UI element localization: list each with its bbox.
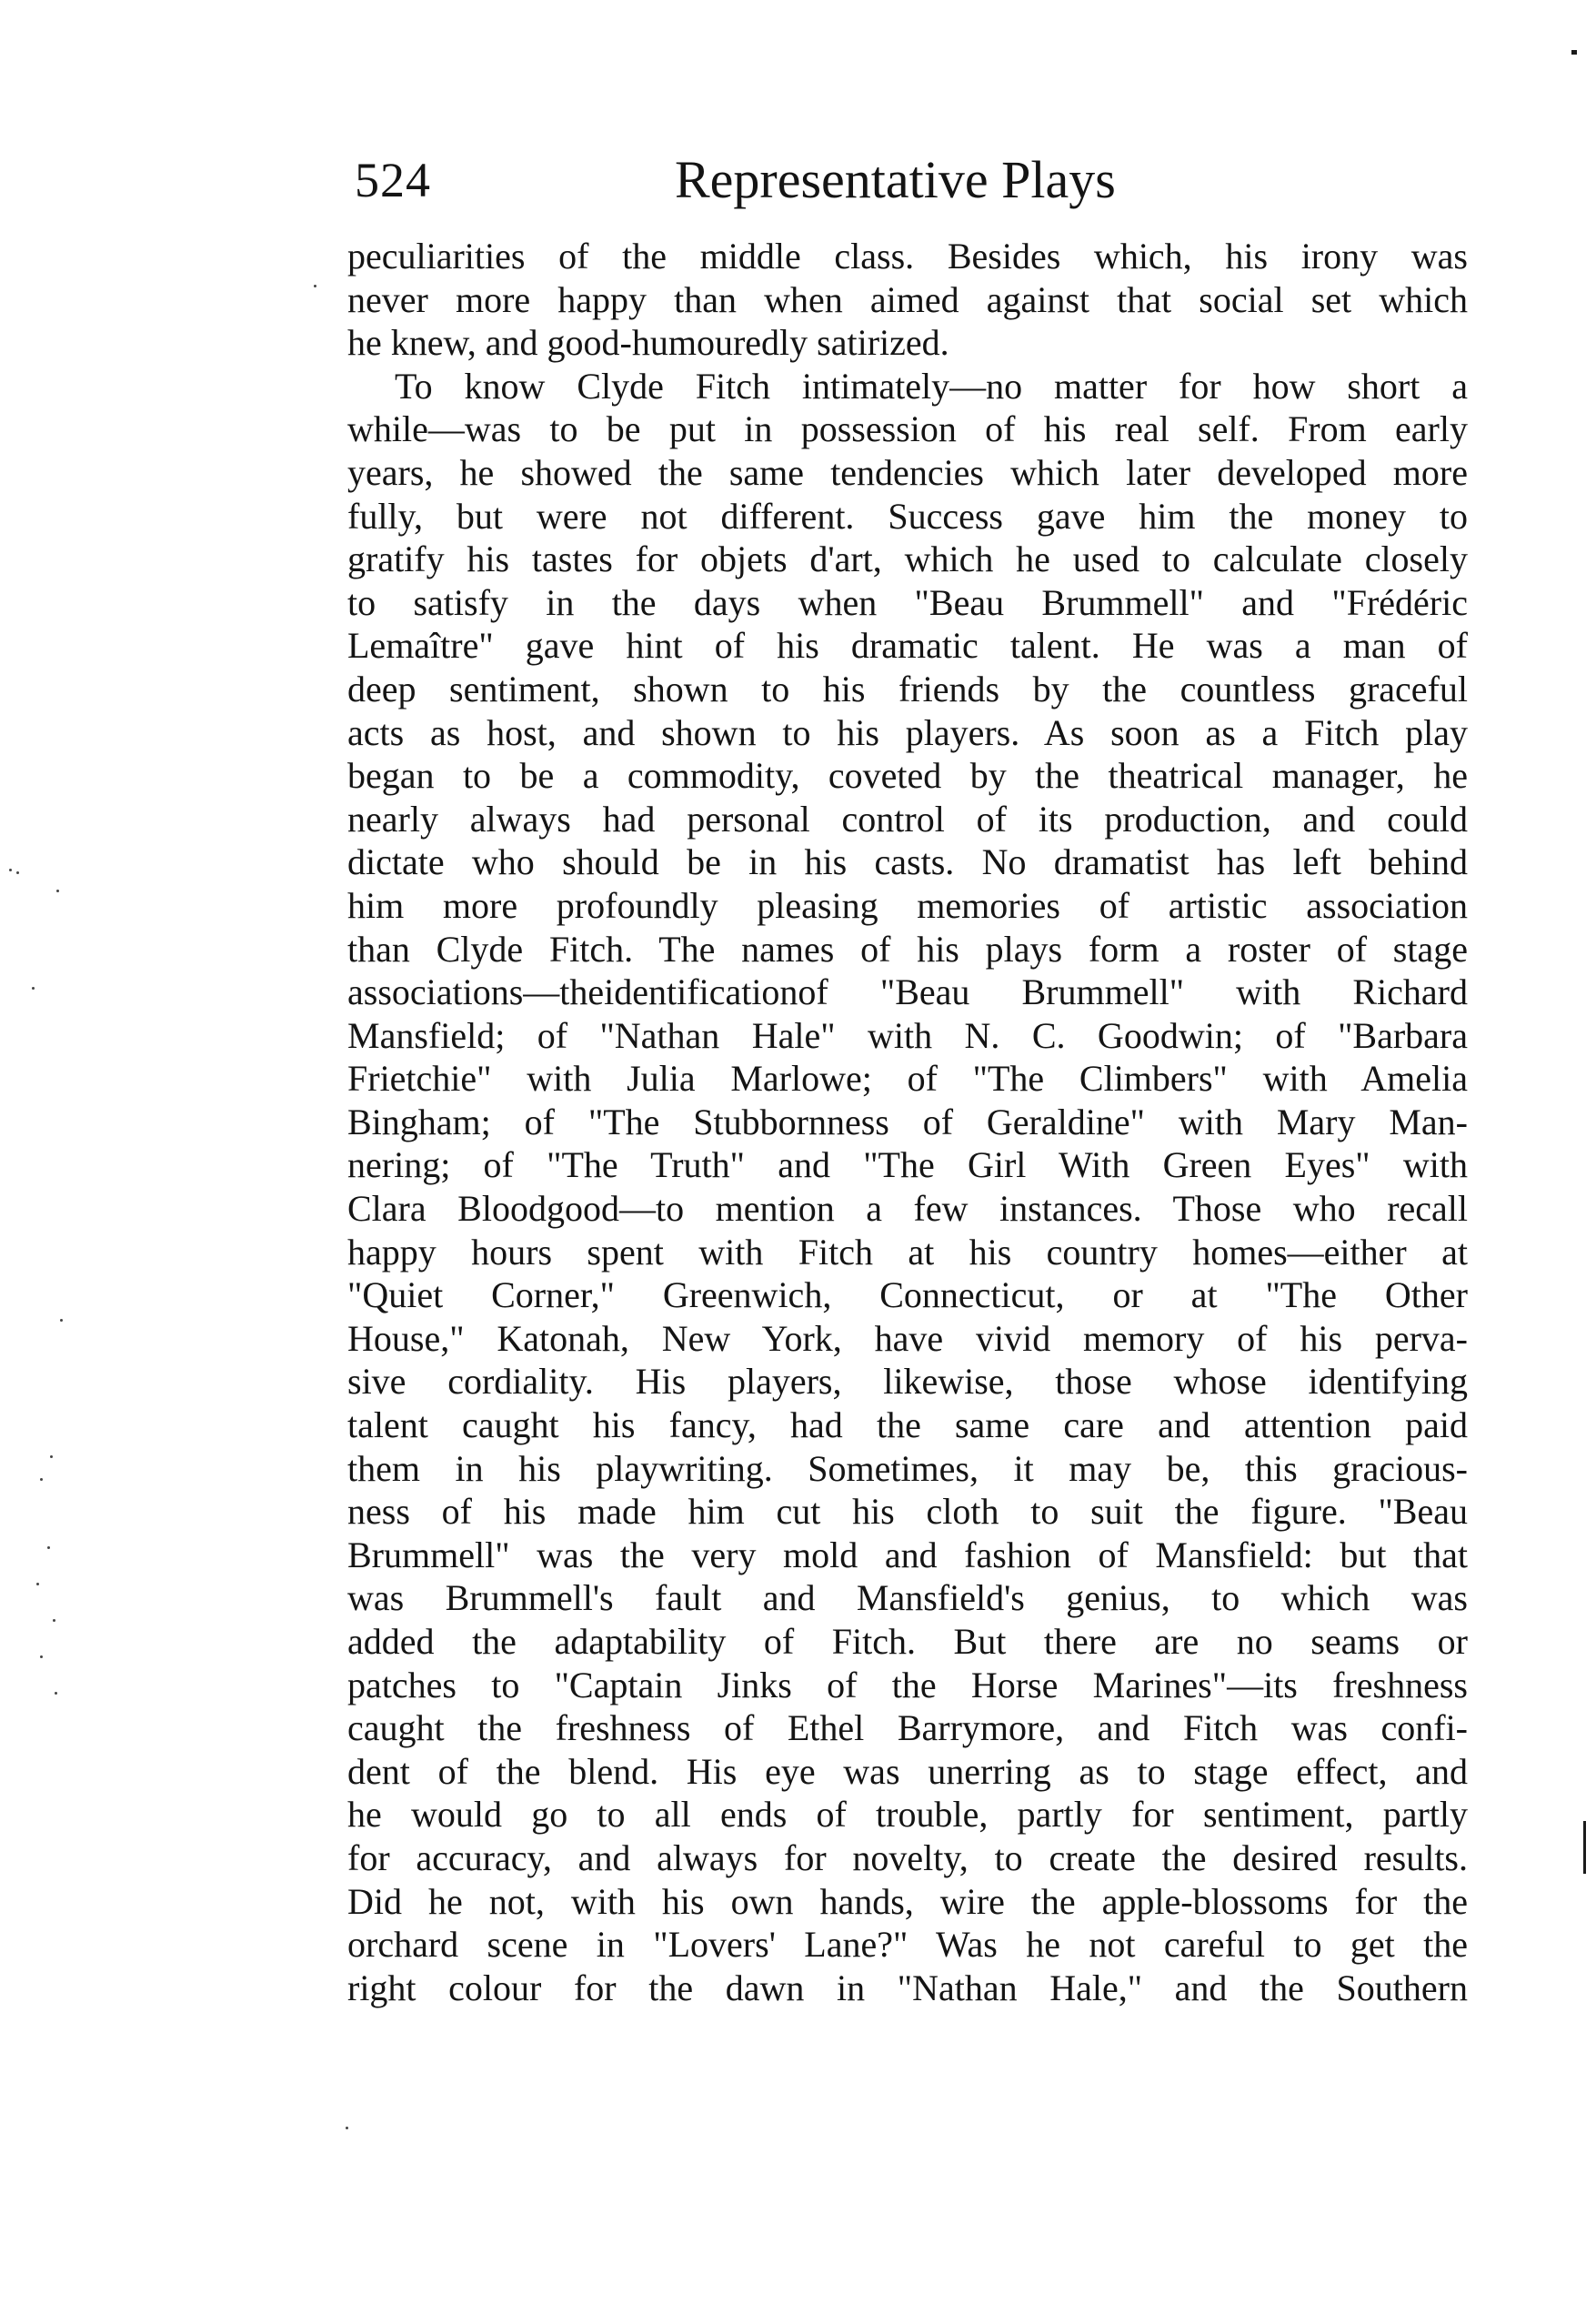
scan-mark: [1583, 1821, 1586, 1874]
text-line: him more profoundly pleasing memories of artistic association: [347, 884, 1468, 926]
text-line: never more happy than when aimed against that social set which: [347, 278, 1468, 320]
text-line: nering; of "The Truth" and "The Girl With Green Eyes" with: [347, 1144, 1468, 1186]
text-line: Mansfield; of "Nathan Hale" with N. C. Goodwin; of "Barbara: [347, 1014, 1468, 1056]
text-line: dent of the blend. His eye was unerring as to stage effect, and: [347, 1750, 1468, 1792]
text-line: Did he not, with his own hands, wire the apple-blossoms for the: [347, 1880, 1468, 1922]
text-line: he knew, and good-humouredly satirized.: [347, 322, 949, 364]
text-line: "Quiet Corner," Greenwich, Connecticut, or at "The Other: [347, 1274, 1468, 1316]
scan-speck: [56, 890, 59, 892]
scan-speck: [9, 869, 12, 871]
text-line: for accuracy, and always for novelty, to create the desired results.: [347, 1836, 1468, 1878]
text-line: them in his playwriting. Sometimes, it may be, this gracious-: [347, 1447, 1468, 1489]
text-line: caught the freshness of Ethel Barrymore, and Fitch was confi-: [347, 1707, 1468, 1749]
page-number: 524: [355, 153, 431, 207]
body-text: [347, 235, 1468, 2009]
text-line: talent caught his fancy, had the same care and attention paid: [347, 1404, 1468, 1446]
scan-speck: [47, 1546, 50, 1549]
scan-speck: [346, 2127, 348, 2129]
text-line: Lemaître" gave hint of his dramatic talent. He was a man of: [347, 625, 1468, 667]
text-line: dictate who should be in his casts. No dramatist has left behind: [347, 841, 1468, 883]
text-line: patches to "Captain Jinks of the Horse Marines"—its freshness: [347, 1664, 1468, 1705]
scan-speck: [55, 1692, 57, 1695]
text-line: years, he showed the same tendencies which later developed more: [347, 451, 1468, 493]
text-line: orchard scene in "Lovers' Lane?" Was he not careful to get the: [347, 1924, 1468, 1966]
scan-mark: [1571, 50, 1577, 55]
text-line: began to be a commodity, coveted by the theatrical manager, he: [347, 755, 1468, 797]
text-line: added the adaptability of Fitch. But there are no seams or: [347, 1621, 1468, 1662]
text-line: deep sentiment, shown to his friends by the countless graceful: [347, 668, 1468, 709]
running-title: Representative Plays: [675, 150, 1116, 209]
text-line: Brummell" was the very mold and fashion of Mansfield: but that: [347, 1534, 1468, 1575]
text-line: Bingham; of "The Stubbornness of Geraldine" with Mary Man-: [347, 1101, 1468, 1142]
text-line: while—was to be put in possession of his real self. From early: [347, 408, 1468, 450]
text-line: he would go to all ends of trouble, partly for sentiment, partly: [347, 1794, 1468, 1836]
text-line: nearly always had personal control of its production, and could: [347, 798, 1468, 840]
running-head: [355, 144, 1173, 216]
text-line: Frietchie" with Julia Marlowe; of "The Climbers" with Amelia: [347, 1058, 1468, 1100]
text-line: acts as host, and shown to his players. As soon as a Fitch play: [347, 711, 1468, 753]
scan-speck: [32, 987, 35, 990]
text-line: right colour for the dawn in "Nathan Hale," and the Southern: [347, 1967, 1468, 2008]
text-line: fully, but were not different. Success gave him the money to: [347, 495, 1468, 537]
scan-speck: [50, 1455, 53, 1458]
text-line: associations—theidentificationof "Beau Brummell" with Richard: [347, 971, 1468, 1013]
text-line: gratify his tastes for objets d'art, which he used to calculate closely: [347, 538, 1468, 580]
text-line: to satisfy in the days when "Beau Brummell" and "Frédéric: [347, 581, 1468, 623]
scan-speck: [314, 285, 316, 287]
text-line: was Brummell's fault and Mansfield's genius, to which was: [347, 1577, 1468, 1619]
scan-speck: [16, 871, 19, 874]
scan-speck: [40, 1655, 43, 1658]
scan-speck: [53, 1619, 55, 1622]
text-line: happy hours spent with Fitch at his country homes—either at: [347, 1231, 1468, 1273]
scan-speck: [60, 1319, 63, 1322]
scan-speck: [36, 1583, 39, 1585]
text-line: than Clyde Fitch. The names of his plays form a roster of stage: [347, 928, 1468, 970]
text-line: House," Katonah, New York, have vivid memory of his perva-: [347, 1317, 1468, 1359]
text-line: To know Clyde Fitch intimately—no matter for how short a: [395, 365, 1468, 407]
text-line: ness of his made him cut his cloth to suit the figure. "Beau: [347, 1491, 1468, 1533]
scan-speck: [40, 1478, 43, 1481]
text-line: peculiarities of the middle class. Besides which, his irony was: [347, 236, 1468, 277]
text-line: sive cordiality. His players, likewise, those whose identifying: [347, 1361, 1468, 1403]
text-line: Clara Bloodgood—to mention a few instances. Those who recall: [347, 1188, 1468, 1230]
